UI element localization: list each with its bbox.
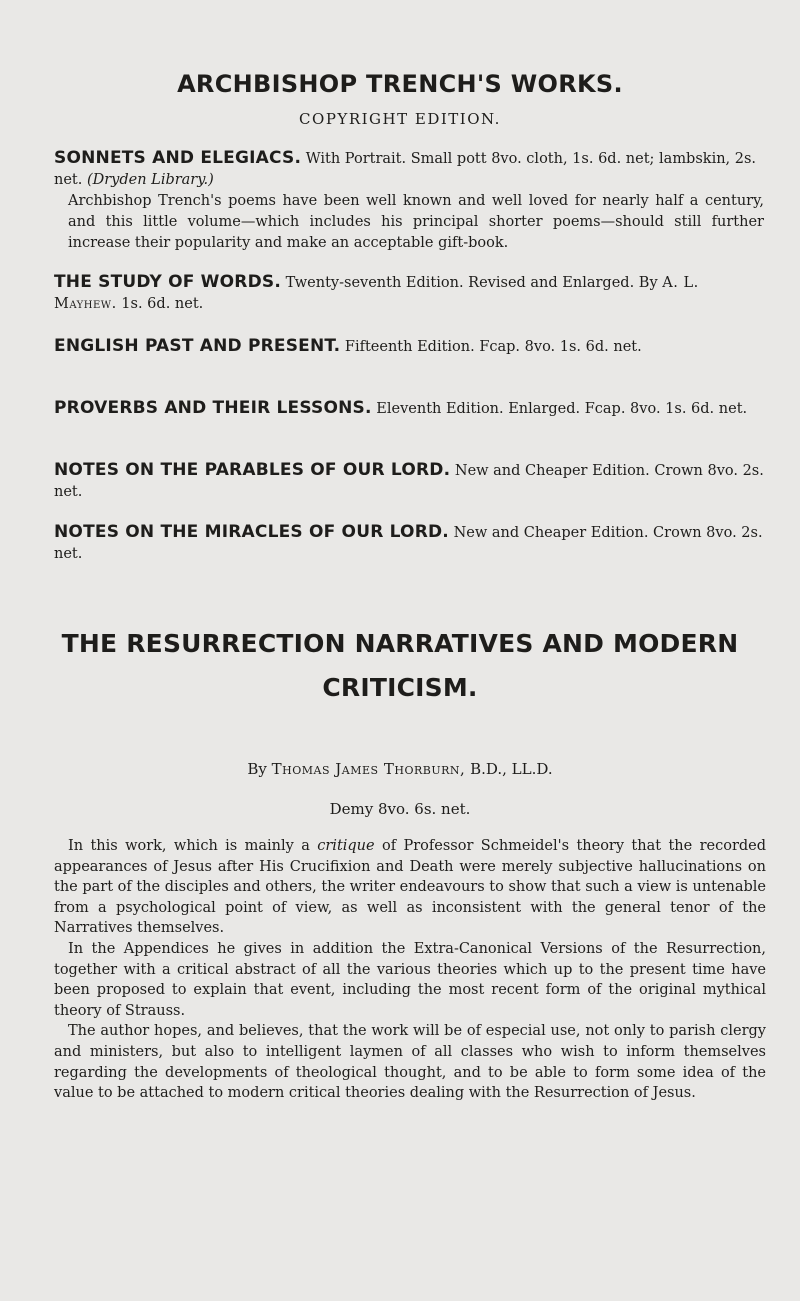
para1-text-after: of Professor Schmeidel's theory that the recorded appearances of Jesus after His Crucifixion and Death were merely subjective hallucinations on the part of the disciples and others, the writer endeavours to show that such a view is untenable from a psychological point of view, as well as inconsistent with the general tenor of the Narratives themselves. (54, 838, 767, 937)
work-title: NOTES ON THE MIRACLES OF OUR LORD. (54, 522, 449, 542)
work-title: THE STUDY OF WORDS. (54, 272, 281, 292)
work-details: New and Cheaper Edition. Crown 8vo. 2s. net. (54, 525, 763, 562)
author-name: Thomas James Thorburn, (271, 760, 466, 778)
work-entry-parables (54, 460, 764, 503)
work-title: PROVERBS AND THEIR LESSONS. (54, 398, 372, 418)
work-details: New and Cheaper Edition. Crown 8vo. 2s. net. (54, 463, 764, 500)
work-entry-miracles (54, 522, 764, 565)
author-degrees: B.D., LL.D. (470, 760, 553, 778)
edition-note: COPYRIGHT EDITION. (299, 110, 501, 128)
work-entry-english-past-present (54, 336, 764, 358)
feature-paragraph-3: The author hopes, and believes, that the work will be of especial use, not only to parish clergy and ministers, but also to intelligent laymen of all classes who wish to inform themselves regarding the developments of theological thought, and to be able to form some idea of the value to be attached to modern critical theories dealing with the Resurrection of Jesus. (54, 1023, 766, 1102)
feature-title-line1: THE RESURRECTION NARRATIVES AND MODERN (61, 629, 739, 658)
work-title: SONNETS AND ELEGIACS. (54, 148, 302, 168)
works-title: ARCHBISHOP TRENCH'S WORKS. (177, 70, 623, 98)
work-price: 1s. 6d. net. (121, 296, 204, 312)
work-details: Eleventh Edition. Enlarged. Fcap. 8vo. 1s. 6d. net. (376, 401, 748, 417)
author-prefix: By (247, 760, 267, 778)
work-title: NOTES ON THE PARABLES OF OUR LORD. (54, 460, 451, 480)
work-entry-study-of-words (54, 272, 764, 315)
work-entry-proverbs (54, 398, 764, 420)
work-details: Fifteenth Edition. Fcap. 8vo. 1s. 6d. net. (344, 339, 642, 355)
work-series: (Dryden Library.) (86, 172, 214, 188)
feature-paragraph-1 (54, 836, 766, 939)
feature-paragraph-2: In the Appendices he gives in addition the Extra-Canonical Versions of the Resurrection, together with a critical abstract of all the various theories which up to the present time have been proposed to explain that event, including the most recent form of the original mythical theory of Strauss. (54, 940, 766, 1019)
work-entry-sonnets (54, 148, 764, 254)
work-details: Twenty-seventh Edition. Revised and Enlarged. By (285, 275, 658, 291)
feature-title-line2: CRITICISM. (322, 673, 478, 702)
feature-author (0, 760, 800, 778)
work-editor: A. L. Mayhew. (54, 275, 699, 312)
work-title: ENGLISH PAST AND PRESENT. (54, 336, 341, 356)
feature-title (0, 622, 800, 710)
feature-price: Demy 8vo. 6s. net. (329, 800, 471, 818)
work-details: With Portrait. Small pott 8vo. cloth, 1s. 6d. net; lambskin, 2s. net. (54, 151, 757, 188)
para1-italic: critique (317, 838, 375, 854)
feature-description (54, 836, 766, 1104)
work-description: Archbishop Trench's poems have been well known and well loved for nearly half a century, and this little volume—which includes his principal shorter poems—should still further increase their popularity and make an acceptable gift-book. (68, 193, 764, 251)
para1-text-before: In this work, which is mainly a (68, 838, 310, 854)
